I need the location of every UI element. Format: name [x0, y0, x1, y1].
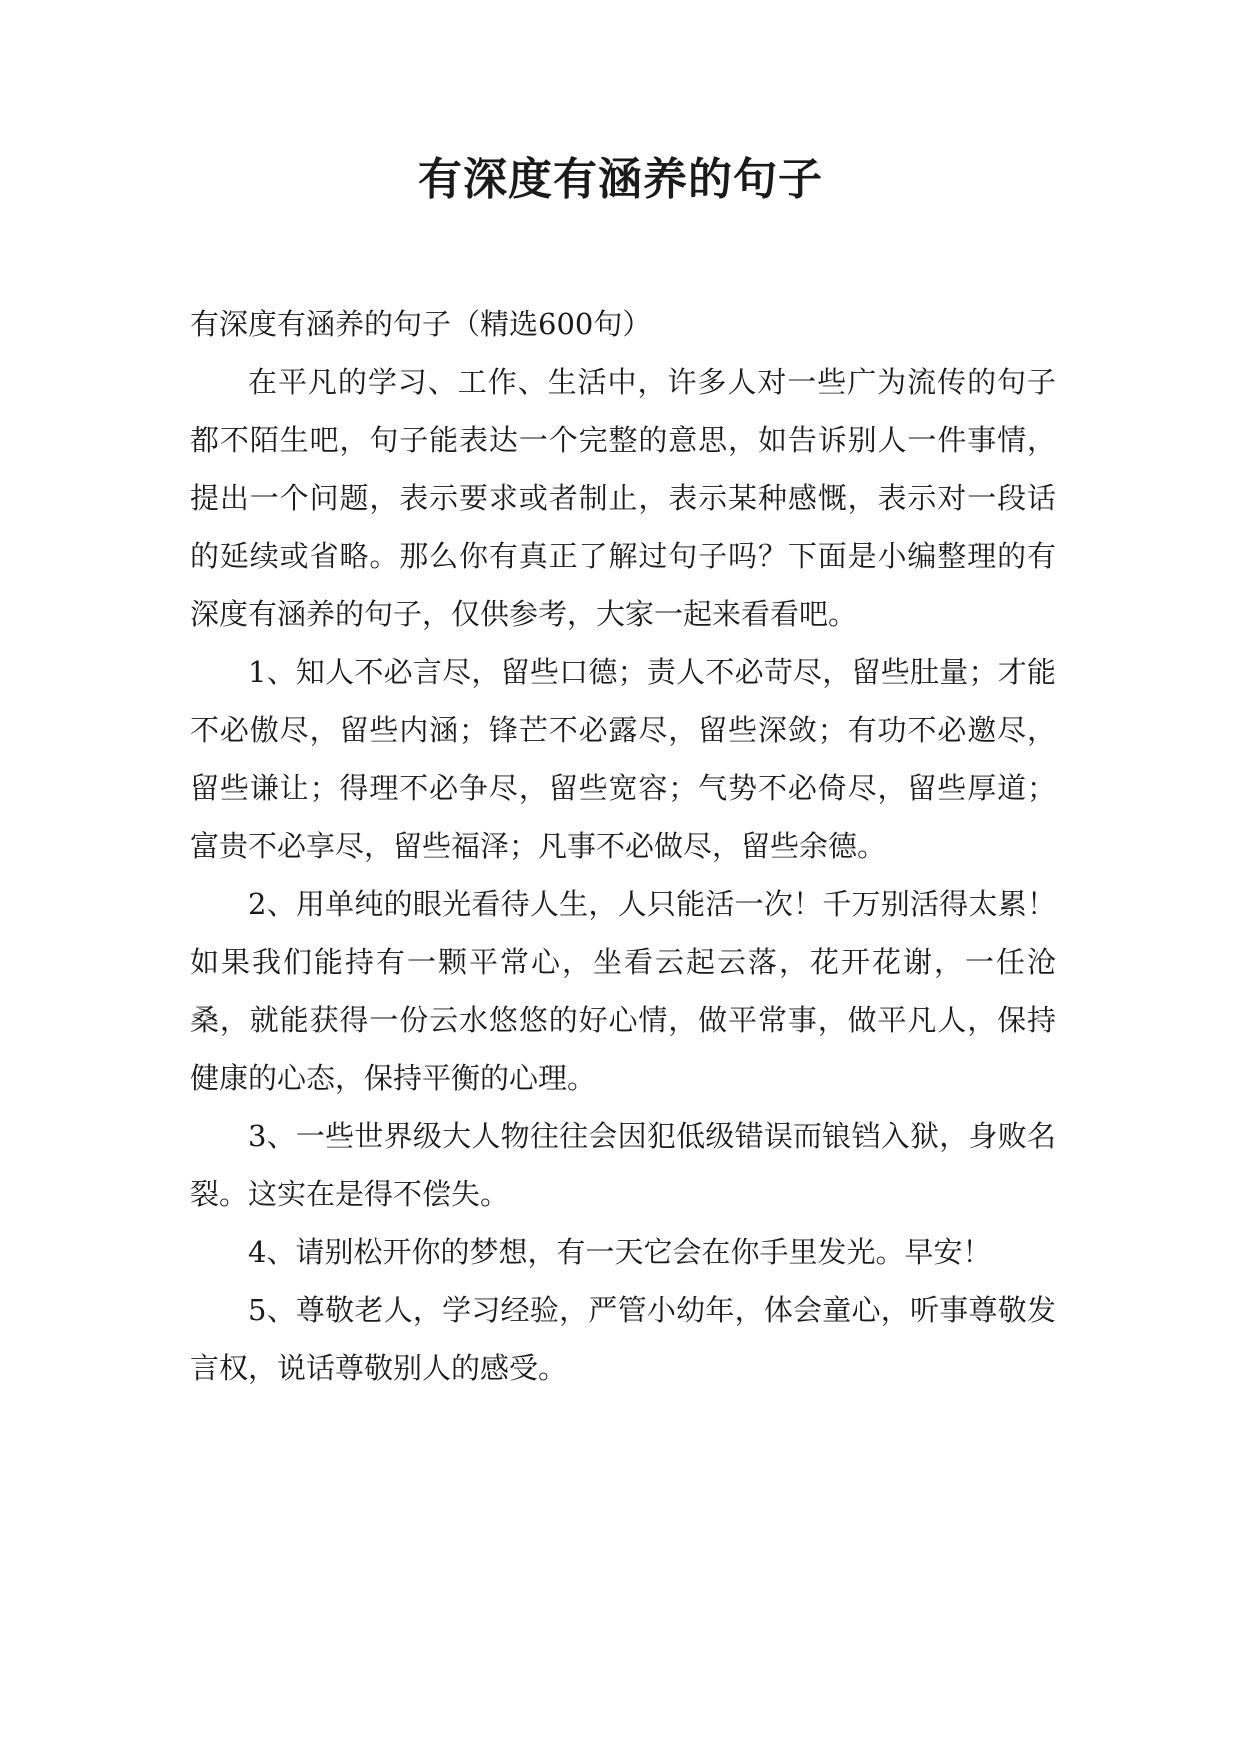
- paragraph-intro: 在平凡的学习、工作、生活中，许多人对一些广为流传的句子都不陌生吧，句子能表达一个完整的意思，如告诉别人一件事情，提出一个问题，表示要求或者制止，表示某种感慨，表示对一段话的延续或省略。那么你有真正了解过句子吗？下面是小编整理的有深度有涵养的句子，仅供参考，大家一起来看看吧。: [190, 365, 1056, 631]
- paragraph-item-2: 2、用单纯的眼光看待人生，人只能活一次！千万别活得太累！如果我们能持有一颗平常心，坐看云起云落，花开花谢，一任沧桑，就能获得一份云水悠悠的好心情，做平常事，做平凡人，保持健康的心态，保持平衡的心理。: [190, 887, 1056, 1095]
- document-body: [190, 295, 1056, 1397]
- paragraph-item-5: 5、尊敬老人，学习经验，严管小幼年，体会童心，听事尊敬发言权，说话尊敬别人的感受。: [190, 1293, 1056, 1385]
- paragraph-item-1: 1、知人不必言尽，留些口德；责人不必苛尽，留些肚量；才能不必傲尽，留些内涵；锋芒不必露尽，留些深敛；有功不必邀尽，留些谦让；得理不必争尽，留些宽容；气势不必倚尽，留些厚道；富贵不必享尽，留些福泽；凡事不必做尽，留些余德。: [190, 655, 1056, 863]
- paragraph-item-3: 3、一些世界级大人物往往会因犯低级错误而锒铛入狱，身败名裂。这实在是得不偿失。: [190, 1119, 1056, 1211]
- document-subtitle: 有深度有涵养的句子（精选600句）: [190, 307, 652, 341]
- document-title: 有深度有涵养的句子: [418, 154, 823, 205]
- paragraph-item-4: 4、请别松开你的梦想，有一天它会在你手里发光。早安！: [248, 1235, 992, 1269]
